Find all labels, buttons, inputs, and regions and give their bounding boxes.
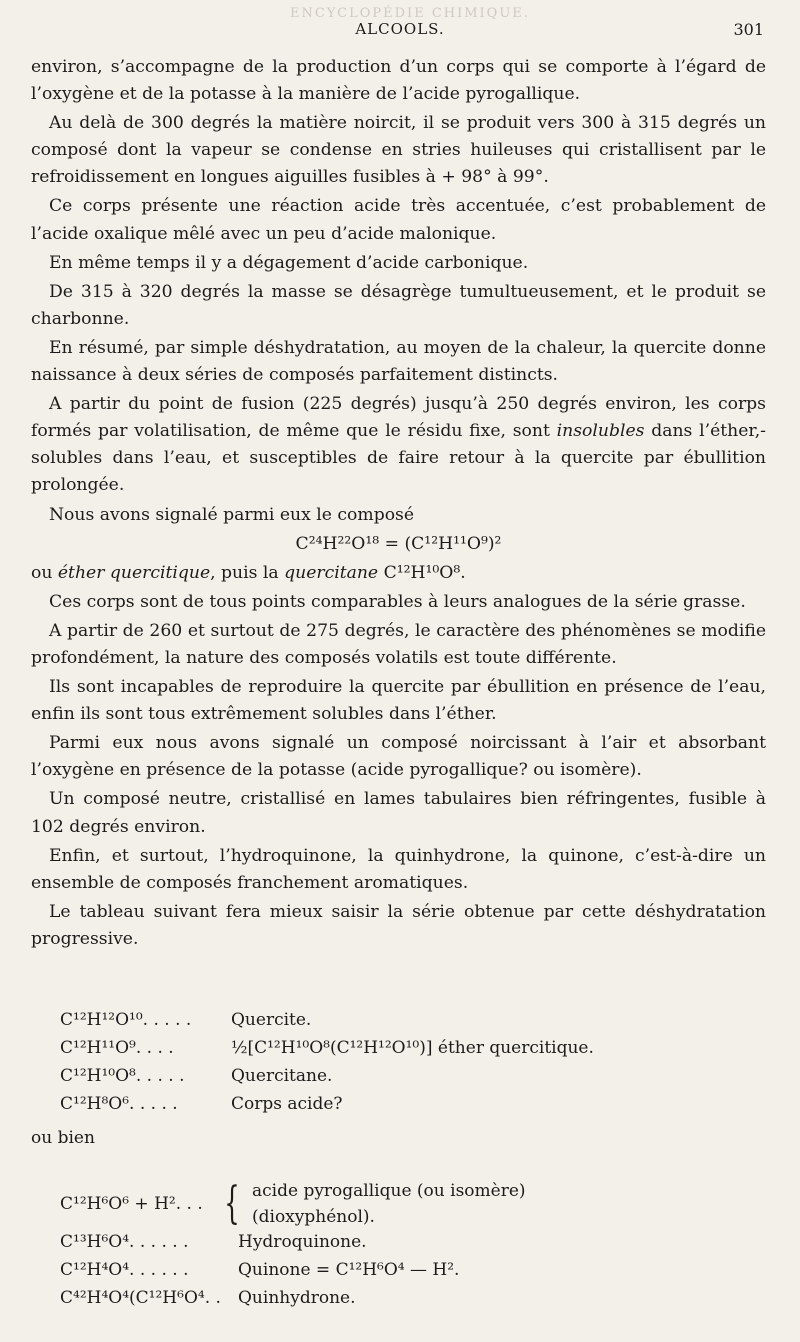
text-run: ou [31, 562, 58, 583]
emphasis: éther quercitique [57, 562, 211, 583]
centered-formula: C²⁴H²²O¹⁸ = (C¹²H¹¹O⁹)² [295, 533, 502, 554]
name-cell: ½[C¹²H¹⁰O⁸(C¹²H¹²O¹⁰)] éther quercitique. [231, 1038, 594, 1058]
body-text [31, 54, 766, 955]
formula-table-2 [60, 1228, 459, 1312]
emphasis: insolubles [556, 421, 645, 442]
paragraph: Au delà de 300 degrés la matière noircit, il se produit vers 300 à 315 degrés un composé dont la vapeur se condense en stries huileuses qui cristallisent par le refroidissement en longues aiguilles fusibles à + 98° à 99°. [31, 113, 766, 188]
table-row [60, 1034, 594, 1062]
paragraph: De 315 à 320 degrés la masse se désagrège tumultueusement, et le produit se charbonne. [31, 281, 766, 329]
page-number: 301 [733, 20, 764, 39]
formula-cell: C¹²H¹¹O⁹. . . . [60, 1038, 174, 1058]
name-line: acide pyrogallique (ou isomère) [252, 1181, 526, 1201]
table-row [60, 1228, 459, 1256]
formula-cell: C¹³H⁶O⁴. . . . . . [60, 1232, 189, 1252]
table-row [60, 1006, 594, 1034]
paragraph-ether [31, 560, 766, 587]
paragraph: Nous avons signalé parmi eux le composé [49, 504, 415, 525]
brace-names [252, 1178, 526, 1230]
name-cell: Hydroquinone. [238, 1232, 367, 1252]
paragraph: Enfin, et surtout, l’hydroquinone, la quinhydrone, la quinone, c’est-à-dire un ensemble de composés franchement aromatiques. [31, 845, 766, 893]
formula-cell: C¹²H⁴O⁴. . . . . . [60, 1260, 189, 1280]
emphasis: quercitane [284, 562, 379, 583]
name-cell: Quinone = C¹²H⁶O⁴ — H². [238, 1260, 460, 1280]
name-cell: Quercite. [231, 1010, 312, 1030]
name-cell: Quercitane. [231, 1066, 333, 1086]
paragraph: Ces corps sont de tous points comparables à leurs analogues de la série grasse. [49, 591, 746, 612]
formula-table-1 [60, 1006, 594, 1118]
brace-entry [60, 1178, 526, 1230]
name-line: (dioxyphénol). [252, 1207, 375, 1227]
name-cell: Quinhydrone. [238, 1288, 356, 1308]
paragraph: En même temps il y a dégagement d’acide carbonique. [49, 252, 529, 273]
text-run: , puis la [210, 562, 285, 583]
text-run: A partir du point de fusion (225 degrés) jusqu’à 250 degrés environ, les corps formés par volatilisation, de même que le résidu fixe, sont [31, 394, 766, 442]
or-label: ou bien [31, 1128, 95, 1148]
paragraph: En résumé, par simple déshydratation, au moyen de la chaleur, la quercite donne naissance à deux séries de composés parfaitement distincts. [31, 337, 766, 386]
formula-run: C¹²H¹⁰O⁸. [378, 562, 466, 583]
formula-cell: C⁴²H⁴O⁴(C¹²H⁶O⁴. . [60, 1288, 221, 1308]
paragraph: Parmi eux nous avons signalé un composé noircissant à l’air et absorbant l’oxygène en présence de la potasse (acide pyrogallique? ou isomère). [31, 733, 766, 781]
table-row [60, 1178, 526, 1230]
formula-cell: C¹²H⁸O⁶. . . . . [60, 1094, 178, 1114]
table-row [60, 1090, 594, 1118]
bleed-through-header: ENCYCLOPÉDIE CHIMIQUE. [290, 6, 530, 21]
running-head: ALCOOLS. [355, 20, 445, 38]
table-row [60, 1284, 459, 1312]
table-row [60, 1256, 459, 1284]
paragraph: Un composé neutre, cristallisé en lames tabulaires bien réfringentes, fusible à 102 degrés environ. [31, 789, 766, 837]
paragraph: environ, s’accompagne de la production d’un corps qui se comporte à l’égard de l’oxygène et de la potasse à la manière de l’acide pyrogallique. [31, 57, 766, 105]
paragraph: Ils sont incapables de reproduire la quercite par ébullition en présence de l’eau, enfin ils sont tous extrêmement solubles dans l’éther. [31, 677, 766, 725]
paragraph: Ce corps présente une réaction acide très accentuée, c’est probablement de l’acide oxalique mêlé avec un peu d’acide malonique. [31, 196, 766, 244]
table-row [60, 1062, 594, 1090]
formula-cell: C¹²H¹²O¹⁰. . . . . [60, 1010, 192, 1030]
paragraph: Le tableau suivant fera mieux saisir la série obtenue par cette déshydratation progressive. [31, 901, 766, 949]
curly-brace: { [224, 1178, 240, 1229]
text-run: dans l’éther,-solubles dans l’eau, et susceptibles de faire retour à la quercite par ébullition prolongée. [31, 421, 766, 496]
formula-cell: C¹²H⁶O⁶ + H². . . [60, 1194, 203, 1214]
formula-cell: C¹²H¹⁰O⁸. . . . . [60, 1066, 185, 1086]
paragraph: A partir de 260 et surtout de 275 degrés, le caractère des phénomènes se modifie profondément, la nature des composés volatils est toute différente. [31, 620, 766, 668]
paragraph-insolubles [31, 391, 766, 499]
name-cell: Corps acide? [231, 1094, 343, 1114]
